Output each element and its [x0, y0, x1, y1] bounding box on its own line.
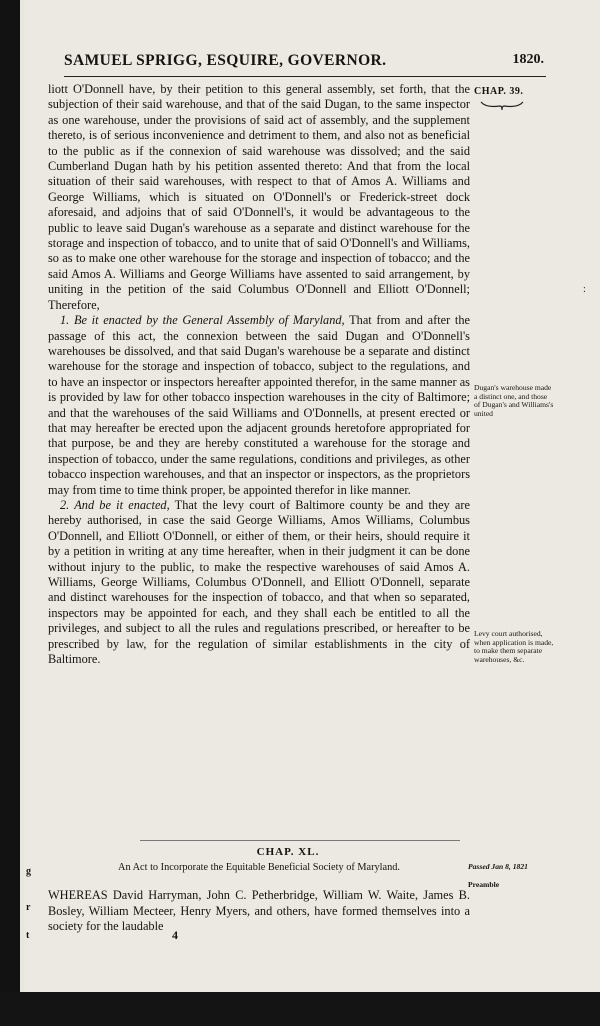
page-signature-number: 4 [172, 928, 178, 942]
section-2 [48, 498, 470, 667]
header-rule [64, 76, 546, 77]
running-year: 1820. [512, 52, 544, 67]
margin-note-section-1: Dugan's warehouse made a distinct one, and those of Dugan's and Williams's united [474, 383, 554, 418]
act-preamble [48, 876, 470, 947]
edge-mark-left-3: t [26, 930, 30, 941]
brace-ornament-icon [480, 100, 524, 112]
chapter-margin-label: CHAP. 39. [474, 86, 524, 97]
edge-mark-right-1: : [583, 284, 586, 295]
scan-dark-edge-left [0, 0, 20, 1026]
scan-dark-edge-bottom [0, 992, 600, 1026]
preamble-text: WHEREAS David Harryman, John C. Petherbridge, William W. Waite, James B. Bosley, William Mecteer, Henry Myers, and others, have formed themselves into a society for the laudable [48, 888, 470, 934]
edge-mark-left-1: g [26, 866, 31, 877]
continued-paragraph: liott O'Donnell have, by their petition to this general assembly, set forth, that the subjection of their said warehouse, and that of the said Dugan, to the same inspector as one warehouse, under the provisions of said act of assembly, and the supplement thereto, is of serious inconvenience and detriment to them, and also not as beneficial to the public as if the connexion of said warehouse was dissolved; and the said Cumberland Dugan hath by his petition assented thereto: And that from the local situation of their said warehouses, with respect to that of Amos A. Williams and George Williams, which is situated on O'Donnell's or Frederick-street dock aforesaid, and adjoins that of said O'Donnell's, it would be advantageous to the public to leave said Dugan's warehouse as a separate and distinct warehouse for the storage and inspection of tobacco, and to unite that of said O'Donnell's and Williams, so as to make one other warehouse for the storage and inspection of tobacco; and the said Amos A. Williams and George Williams have assented to said arrangement, by uniting in the petition of the said Columbus O'Donnell and Elliott O'Donnell; Therefore, [48, 82, 470, 312]
section-1 [48, 313, 470, 498]
running-header [64, 52, 544, 74]
margin-note-section-2: Levy court authorised, when application is made, to make them separate warehouses, &c. [474, 629, 554, 664]
section-1-enacting-clause: 1. Be it enacted by the General Assembly of Maryland, [60, 313, 345, 328]
passed-date-note: Passed Jan 8, 1821 [468, 862, 528, 871]
section-separator [140, 840, 460, 841]
section-2-text: That the levy court of Baltimore county be and they are hereby authorised, in case the said George Williams, Amos Williams, Columbus O'Donnell, and Elliott O'Donnell, or either of them, or their heirs, should require it by a petition in writing at any time hereafter, when in their judgment it can be done without injury to the public, to make the respective warehouses of said Amos A. Williams, George Williams, Columbus O'Donnell, and Elliott O'Donnell, separate and distinct warehouses for the inspection of tobacco, and that when so separated, inspectors may be appointed for each, and they shall each be entitled to all the privileges, and subject to all the rules and regulations prescribed, or hereafter to be prescribed by law, for the regulation of similar establishments in the city of Baltimore. [48, 497, 470, 667]
preamble-margin-note: Preamble [468, 880, 500, 889]
chapter-title: CHAP. XL. [256, 846, 320, 858]
main-text [48, 82, 470, 667]
section-2-enacting-clause: 2. And be it enacted, [60, 497, 170, 512]
section-1-text: That from and after the passage of this act, the connexion between the said Dugan and O'Donnell's warehouses be dissolved, and that said Dugan's warehouse be a separate and distinct warehouse for the storage and inspection of tobacco, subject to the regulations, and to have an inspector or inspectors hereafter appointed therefor, in the same manner as is provided by law for other tobacco inspection warehouses in the city of Baltimore; and that the warehouses of the said Williams and O'Donnells, at present erected or that may hereafter be erected upon the adjacent grounds heretofore appropriated for that purpose, be and they are hereby constituted a warehouse for the storage and inspection of tobacco, under the same regulations, conditions and privileges, as other tobacco inspection warehouses, and that an inspector or inspectors, as the proprietors may from time to time think proper, be appointed therefor in like manner. [48, 313, 470, 497]
edge-mark-left-2: r [26, 902, 31, 913]
running-title: SAMUEL SPRIGG, ESQUIRE, GOVERNOR. [64, 52, 387, 69]
act-title: An Act to Incorporate the Equitable Beneficial Society of Maryland. [118, 862, 400, 873]
